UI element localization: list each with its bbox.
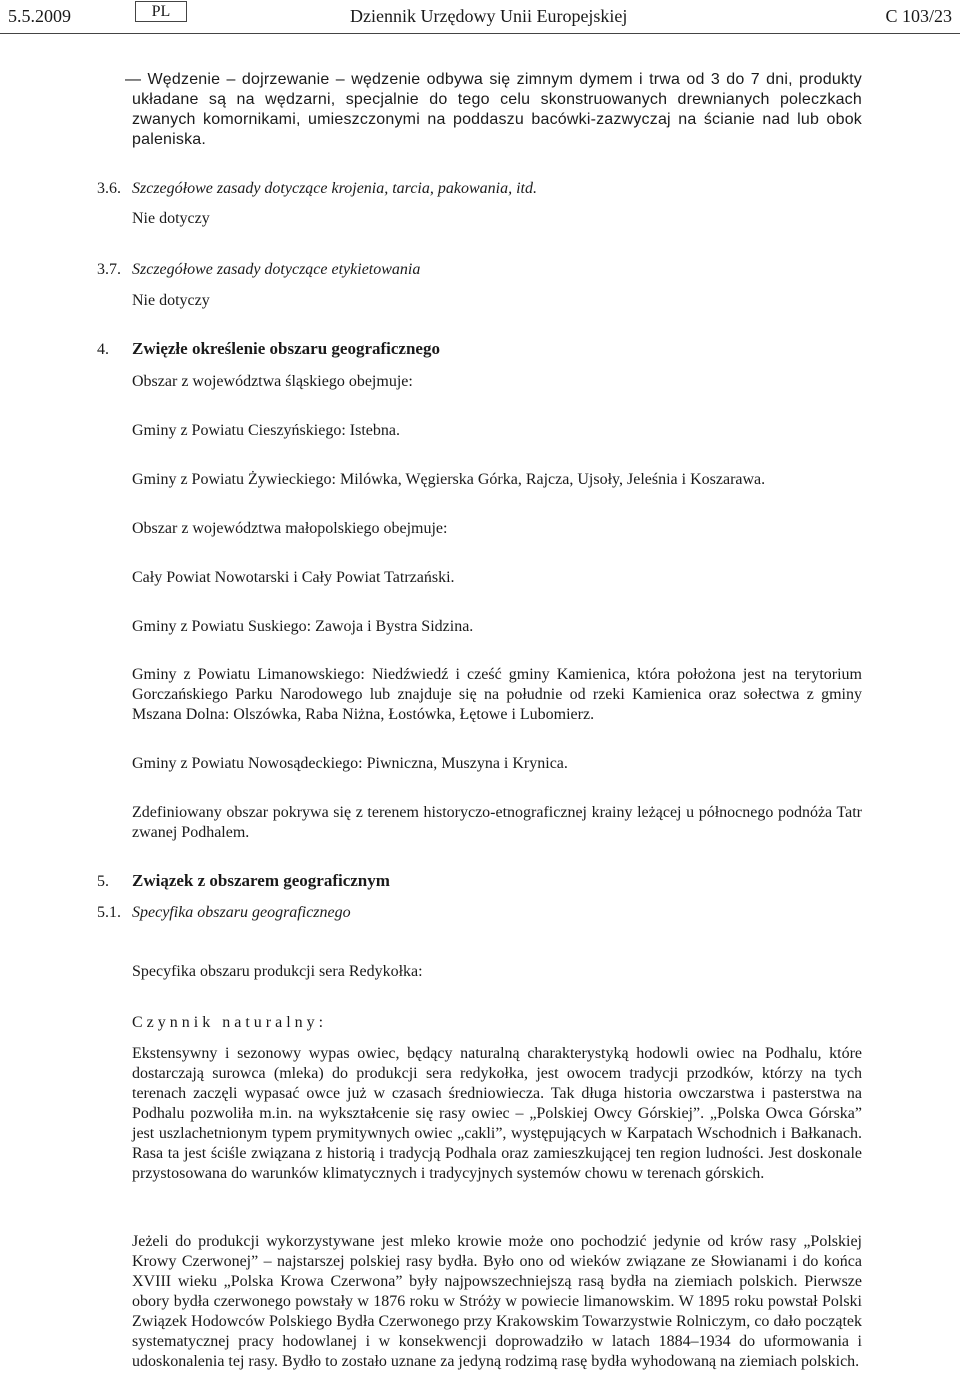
paragraph: Gminy z Powiatu Żywieckiego: Milówka, Węgierska Górka, Rajcza, Ujsoły, Jeleśnia i Koszarawa. bbox=[132, 471, 766, 488]
paragraph: Specyfika obszaru produkcji sera Redykołka: bbox=[132, 963, 423, 980]
smoking-text: Wędzenie – dojrzewanie – wędzenie odbywa się zimnym dymem i trwa od 3 do 7 dni, produkty układane są na wędzarni, specjalnie do tego celu skonstruowanych drewnianych poleczkach zwanych komornikami, umieszczonymi na poddaszu bacówki-zazwyczaj na ścianie nad lub obok paleniska. bbox=[132, 71, 862, 148]
paragraph: Gminy z Powiatu Suskiego: Zawoja i Bystra Sidzina. bbox=[132, 618, 474, 635]
section-title: Szczegółowe zasady dotyczące krojenia, tarcia, pakowania, itd. bbox=[132, 180, 537, 197]
section-5-heading bbox=[97, 871, 390, 892]
journal-title: Dziennik Urzędowy Unii Europejskiej bbox=[350, 6, 628, 26]
paragraph: Cały Powiat Nowotarski i Cały Powiat Tatrzański. bbox=[132, 569, 455, 586]
smoking-paragraph bbox=[125, 70, 862, 150]
page-header bbox=[0, 0, 960, 34]
paragraph: Ekstensywny i sezonowy wypas owiec, będący naturalną charakterystyką hodowli owiec na Podhalu, które dostarczają surowca (mleka) do produkcji sera redykołka, jest owocem tradycji przodków, którzy na tych terenach zaczęli wypasać owce już w czasach średniowiecza. Tak długa historia owczarstwa i pasterstwa na Podhalu pozwoliła m.in. na wykształcenie się rasy owiec – „Polskiej Owcy Górskiej”. „Polska Owca Górska” jest uszlachetnionym typem prymitywnych owiec „cakli”, występujących w Karpatach Wschodnich i Bałkanach. Rasa ta jest ściśle związana z historią i tradycją Podhala oraz zamieszkującej ten region ludności. Jest doskonale przystosowana do warunków klimatycznych i tradycyjnych systemów chowu w terenach górskich. bbox=[132, 1045, 862, 1182]
section-number: 5. bbox=[97, 873, 109, 890]
section-5-1-heading bbox=[97, 903, 351, 923]
section-title: Zwięzłe określenie obszaru geograficznego bbox=[132, 339, 440, 358]
list-dash: — bbox=[125, 71, 142, 88]
section-number: 3.7. bbox=[97, 261, 121, 278]
section-3-6-heading bbox=[97, 179, 537, 199]
paragraph: Obszar z województwa śląskiego obejmuje: bbox=[132, 373, 413, 390]
section-title: Szczegółowe zasady dotyczące etykietowania bbox=[132, 261, 421, 278]
paragraph: Gminy z Powiatu Cieszyńskiego: Istebna. bbox=[132, 422, 400, 439]
paragraph: Zdefiniowany obszar pokrywa się z terenem historyczo-etnograficznej krainy leżącej u północnego podnóża Tatr zwanej Podhalem. bbox=[132, 804, 862, 841]
publication-date: 5.5.2009 bbox=[8, 6, 71, 26]
paragraph: Gminy z Powiatu Limanowskiego: Niedźwiedź i cześć gminy Kamienica, która położona jest na terytorium Gorczańskiego Parku Narodowego lub znajduje się na południe od rzeki Kamienica oraz sołectwa z gminy Mszana Dolna: Olszówka, Raba Niżna, Łostówka, Łętowe i Lubomierz. bbox=[132, 666, 862, 723]
header-rule bbox=[0, 33, 960, 34]
paragraph: Gminy z Powiatu Nowosądeckiego: Piwniczna, Muszyna i Krynica. bbox=[132, 755, 568, 772]
paragraph: Obszar z województwa małopolskiego obejmuje: bbox=[132, 520, 448, 537]
section-4-heading bbox=[97, 339, 440, 360]
natural-factor-label: Czynnik naturalny: bbox=[132, 1014, 328, 1031]
section-number: 4. bbox=[97, 341, 109, 358]
section-number: 5.1. bbox=[97, 904, 121, 921]
section-3-7-heading bbox=[97, 260, 420, 280]
section-3-6-text: Nie dotyczy bbox=[132, 210, 210, 227]
language-badge: PL bbox=[135, 1, 187, 22]
page-reference: C 103/23 bbox=[885, 6, 952, 26]
paragraph: Jeżeli do produkcji wykorzystywane jest mleko krowie może ono pochodzić jedynie od krów rasy „Polskiej Krowy Czerwonej” – najstarszej polskiej rasy bydła. Było ono od wieków związane ze Słowianami i do końca XVIII wieku „Polska Krowa Czerwona” były najpowszechniejszą rasą bydła na ziemiach polskich. Pierwsze obory bydła czerwonego powstały w 1876 roku w Stróży w powiecie limanowskim. W 1895 roku powstał Polski Związek Hodowców Polskiego Bydła Czerwonego przy Krakowskim Towarzystwie Rolniczym, co dało początek systematycznej pracy hodowlanej i w konsekwencji doprowadziło w latach 1884–1934 do uformowania i udoskonalenia tej rasy. Bydło to zostało uznane za jedyną rodzimą rasę bydła wyhodowaną na ziemiach polskich. bbox=[132, 1233, 862, 1370]
section-number: 3.6. bbox=[97, 180, 121, 197]
section-title: Specyfika obszaru geograficznego bbox=[132, 904, 351, 921]
section-title: Związek z obszarem geograficznym bbox=[132, 871, 390, 890]
section-3-7-text: Nie dotyczy bbox=[132, 292, 210, 309]
